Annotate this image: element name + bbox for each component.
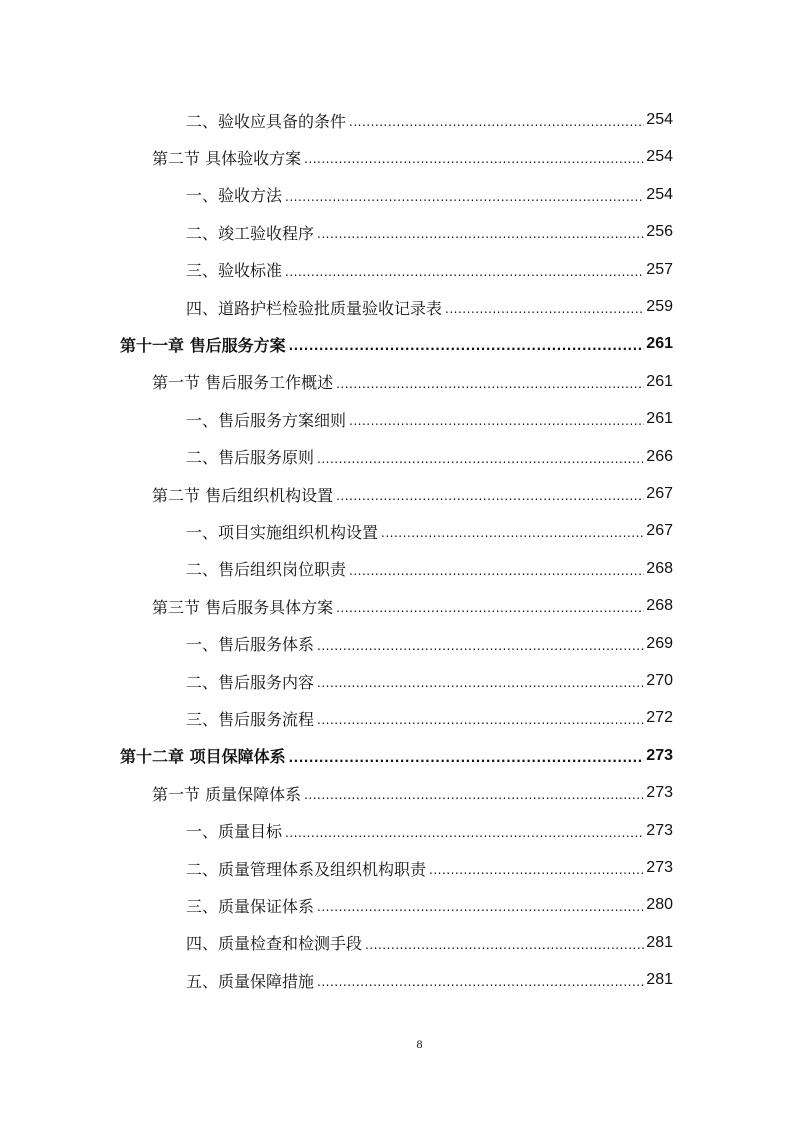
toc-subsection-entry[interactable]: [186, 849, 673, 887]
toc-entry-page: 273: [646, 859, 673, 876]
toc-section-entry[interactable]: [152, 587, 673, 625]
toc-entry-page: 259: [646, 298, 673, 315]
toc-subsection-entry[interactable]: [186, 438, 673, 476]
toc-entry-title: 第三节 售后服务具体方案: [152, 597, 334, 617]
toc-subsection-entry[interactable]: [186, 625, 673, 663]
toc-entry-page: 267: [646, 522, 673, 540]
toc-entry-page: 281: [646, 933, 673, 951]
dot-leader: [349, 560, 644, 578]
toc-entry-title: 三、售后服务流程: [186, 709, 315, 729]
toc-entry-title: 一、售后服务体系: [186, 635, 315, 655]
toc-entry-title: 第一节 售后服务工作概述: [152, 373, 334, 393]
dot-leader: [317, 709, 644, 727]
dot-leader: [349, 410, 644, 428]
toc-subsection-entry[interactable]: [186, 251, 673, 289]
toc-entry-title: 二、质量管理体系及组织机构职责: [186, 859, 427, 879]
toc-subsection-entry[interactable]: [186, 550, 673, 588]
toc-entry-title: 一、质量目标: [186, 822, 283, 842]
dot-leader: [336, 485, 644, 503]
dot-leader: [317, 635, 644, 653]
toc-entry-title: 第一节 质量保障体系: [152, 784, 302, 804]
toc-entry-page: 280: [646, 896, 673, 914]
toc-entry-title: 四、质量检查和检测手段: [186, 934, 363, 954]
toc-entry-title: 三、验收标准: [186, 261, 283, 281]
toc-entry-title: 第十一章 售后服务方案: [120, 335, 286, 355]
toc-chapter-entry[interactable]: [120, 325, 673, 363]
toc-entry-title: 三、质量保证体系: [186, 896, 315, 916]
toc-subsection-entry[interactable]: [186, 886, 673, 924]
toc-entry-title: 四、道路护栏检验批质量验收记录表: [186, 298, 443, 318]
toc-subsection-entry[interactable]: [186, 288, 673, 326]
toc-entry-title: 一、项目实施组织机构设置: [186, 522, 379, 542]
toc-subsection-entry[interactable]: [186, 176, 673, 214]
toc-entry-page: 257: [646, 260, 673, 278]
toc-entry-page: 261: [646, 410, 673, 428]
dot-leader: [285, 186, 644, 204]
dot-leader: [317, 971, 644, 989]
dot-leader: [317, 223, 644, 241]
toc-subsection-entry[interactable]: [186, 101, 673, 139]
dot-leader: [336, 373, 644, 391]
toc-entry-page: 281: [646, 971, 673, 989]
toc-subsection-entry[interactable]: [186, 699, 673, 737]
toc-entry-title: 二、售后组织岗位职责: [186, 560, 347, 580]
toc-section-entry[interactable]: [152, 774, 673, 812]
toc-entry-page: 266: [646, 447, 673, 465]
dot-leader: [289, 335, 645, 353]
dot-leader: [336, 597, 644, 615]
toc-entry-title: 一、售后服务方案细则: [186, 410, 347, 430]
toc-entry-page: 256: [646, 223, 673, 241]
toc-subsection-entry[interactable]: [186, 662, 673, 700]
dot-leader: [285, 261, 644, 279]
toc-section-entry[interactable]: [152, 138, 673, 176]
dot-leader: [304, 148, 644, 166]
toc-entry-page: 254: [646, 185, 673, 203]
toc-chapter-entry[interactable]: [120, 737, 673, 775]
toc-subsection-entry[interactable]: [186, 812, 673, 850]
dot-leader: [285, 822, 644, 840]
toc-entry-title: 第二节 具体验收方案: [152, 148, 302, 168]
toc-entry-page: 254: [646, 111, 673, 128]
toc-entry-page: 268: [646, 597, 673, 615]
toc-entry-page: 272: [646, 709, 673, 727]
toc-entry-page: 261: [646, 335, 673, 353]
toc-section-entry[interactable]: [152, 475, 673, 513]
toc-subsection-entry[interactable]: [186, 400, 673, 438]
toc-entry-page: 269: [646, 634, 673, 652]
toc-entry-page: 273: [646, 821, 673, 839]
dot-leader: [317, 896, 644, 914]
toc-entry-title: 第十二章 项目保障体系: [120, 747, 286, 767]
dot-leader: [317, 448, 644, 466]
dot-leader: [429, 859, 644, 877]
toc-entry-title: 二、验收应具备的条件: [186, 111, 347, 131]
toc-entry-page: 270: [646, 672, 673, 689]
toc-entry-page: 254: [646, 148, 673, 166]
page-number: 8: [416, 1037, 423, 1051]
dot-leader: [445, 298, 644, 316]
toc-entry-page: 273: [646, 784, 673, 802]
dot-leader: [349, 111, 644, 129]
toc-entry-title: 第二节 售后组织机构设置: [152, 485, 334, 505]
toc-subsection-entry[interactable]: [186, 512, 673, 550]
toc-entry-page: 267: [646, 485, 673, 502]
toc-entry-page: 261: [646, 372, 673, 390]
toc-entry-title: 二、售后服务内容: [186, 672, 315, 692]
toc-section-entry[interactable]: [152, 363, 673, 401]
toc-entry-title: 二、竣工验收程序: [186, 223, 315, 243]
dot-leader: [381, 522, 644, 540]
toc-subsection-entry[interactable]: [186, 924, 673, 962]
toc-entry-page: 268: [646, 559, 673, 577]
toc-entry-title: 一、验收方法: [186, 186, 283, 206]
dot-leader: [304, 784, 644, 802]
toc-subsection-entry[interactable]: [186, 961, 673, 999]
toc-subsection-entry[interactable]: [186, 213, 673, 251]
dot-leader: [317, 672, 644, 690]
dot-leader: [365, 934, 644, 952]
dot-leader: [289, 747, 645, 765]
toc-entry-title: 二、售后服务原则: [186, 448, 315, 468]
toc-entry-title: 五、质量保障措施: [186, 971, 315, 991]
toc-entry-page: 273: [646, 746, 673, 764]
